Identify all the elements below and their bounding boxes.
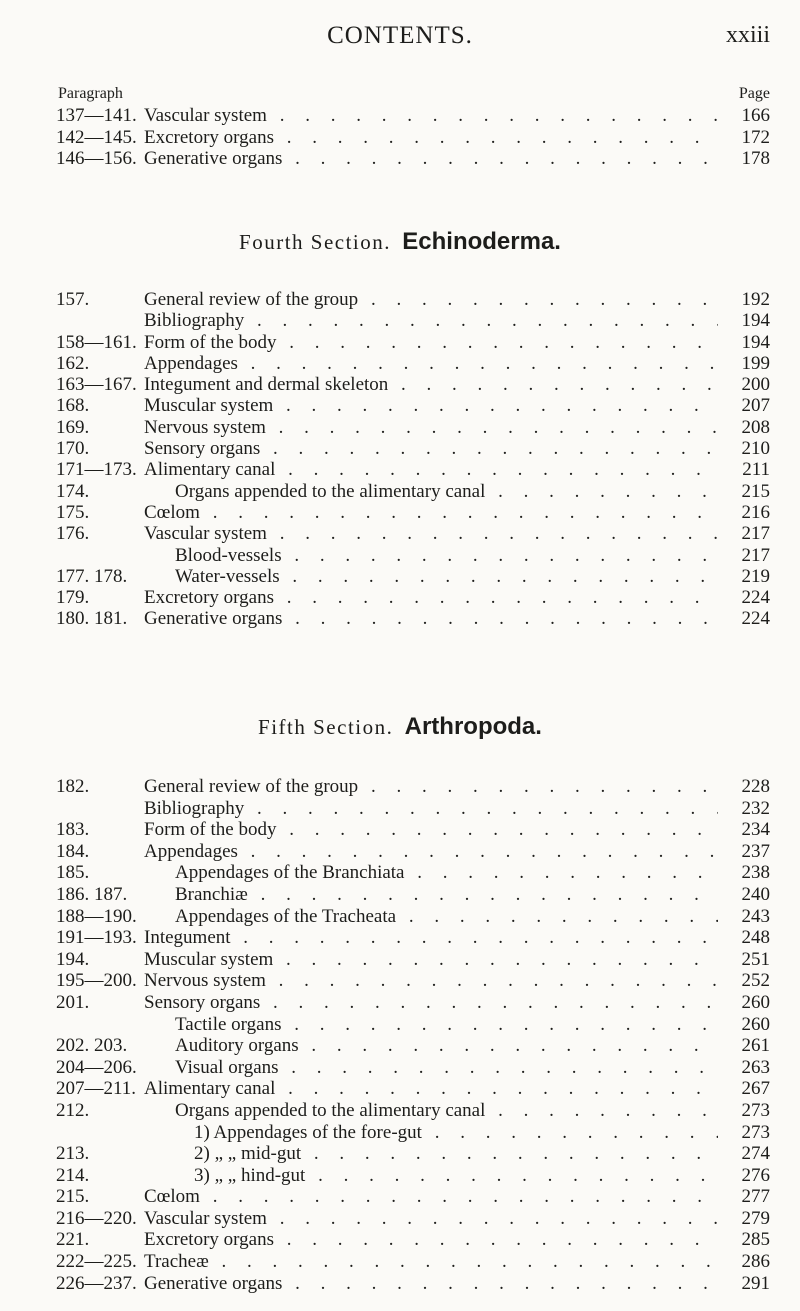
entry-title: 3) „ „ hind-gut . . . <box>194 1165 718 1187</box>
entry-title: Sensory organs . . . <box>144 992 718 1014</box>
toc-entry <box>0 1273 800 1295</box>
entry-title: General review of the group . . . <box>144 289 718 310</box>
toc-entry <box>0 289 800 310</box>
entry-title: Auditory organs . . . <box>175 1035 718 1057</box>
toc-entry <box>0 438 800 459</box>
entry-title: Excretory organs . . . <box>144 127 718 149</box>
section-label: Fourth Section. <box>239 230 392 254</box>
paragraph-number: 182. <box>56 776 90 797</box>
entry-page: 273 <box>741 1099 770 1121</box>
entry-page: 217 <box>741 544 770 566</box>
entry-page: 277 <box>741 1186 770 1208</box>
toc-entry <box>0 819 800 841</box>
entry-page: 194 <box>741 310 770 332</box>
paragraph-number: 188—190. <box>56 905 137 927</box>
toc-entry <box>0 1143 800 1165</box>
entry-title: Integument . . . <box>144 927 718 949</box>
page-title: CONTENTS. <box>327 22 473 49</box>
toc-entry <box>0 374 800 395</box>
paragraph-number: 142—145. <box>56 126 137 148</box>
toc-entry <box>0 1057 800 1079</box>
toc-entry <box>0 502 800 523</box>
toc-entry <box>0 1251 800 1273</box>
toc-top-entries <box>0 105 800 170</box>
entry-title: Water-vessels . . . <box>175 566 718 587</box>
entry-title: Appendages of the Branchiata . . . <box>175 862 718 884</box>
entry-title: Appendages of the Tracheata . . . <box>175 906 718 928</box>
paragraph-number: 163—167. <box>56 374 137 396</box>
section-heading-fifth <box>0 713 800 741</box>
toc-entry <box>0 1229 800 1251</box>
toc-entry <box>0 1078 800 1100</box>
paragraph-number: 176. <box>56 523 90 545</box>
toc-entry <box>0 105 800 127</box>
entry-title: Cœlom . . . <box>144 502 718 523</box>
entry-title: 2) „ „ mid-gut . . . <box>194 1143 718 1165</box>
entry-page: 216 <box>741 501 770 523</box>
toc-entry <box>0 310 800 331</box>
paragraph-number: 222—225. <box>56 1251 137 1273</box>
toc-entry <box>0 608 800 629</box>
entry-title: Alimentary canal . . . <box>144 459 718 480</box>
entry-title: Muscular system . . . <box>144 395 718 416</box>
entry-title: Form of the body . . . <box>144 332 718 353</box>
toc-entry <box>0 395 800 416</box>
toc-entry <box>0 459 800 480</box>
toc-entry <box>0 949 800 971</box>
entry-title: Vascular system . . . <box>144 105 718 127</box>
entry-title: Nervous system . . . <box>144 417 718 438</box>
page-number: xxiii <box>725 22 770 48</box>
section-heading-fourth <box>0 228 800 256</box>
entry-title: Generative organs . . . <box>144 608 718 629</box>
entry-title: Organs appended to the alimentary canal . . . <box>175 1100 718 1122</box>
paragraph-column-header: Paragraph <box>58 85 123 102</box>
entry-page: 286 <box>741 1251 770 1273</box>
entry-title: Nervous system . . . <box>144 970 718 992</box>
entry-page: 251 <box>741 948 770 970</box>
paragraph-number: 213. <box>56 1143 90 1165</box>
entry-page: 178 <box>741 148 770 169</box>
entry-page: 285 <box>741 1229 770 1251</box>
entry-page: 217 <box>741 523 770 545</box>
entry-page: 240 <box>741 883 770 905</box>
entry-title: 1) Appendages of the fore-gut . . . <box>194 1122 718 1144</box>
toc-entry <box>0 798 800 820</box>
paragraph-number: 226—237. <box>56 1272 137 1294</box>
entry-title: Sensory organs . . . <box>144 438 718 459</box>
entry-title: Appendages . . . <box>144 841 718 863</box>
entry-page: 273 <box>741 1121 770 1143</box>
entry-page: 224 <box>741 587 770 609</box>
entry-page: 219 <box>741 565 770 587</box>
entry-page: 234 <box>741 819 770 841</box>
page-column-header: Page <box>738 85 770 102</box>
paragraph-number: 183. <box>56 819 90 841</box>
toc-entry <box>0 1122 800 1144</box>
toc-entry <box>0 1100 800 1122</box>
paragraph-number: 170. <box>56 438 90 460</box>
entry-title: Vascular system . . . <box>144 523 718 544</box>
entry-page: 267 <box>741 1078 770 1100</box>
section-label: Fifth Section. <box>258 715 394 739</box>
entry-title: Visual organs . . . <box>175 1057 718 1079</box>
entry-page: 207 <box>741 395 770 417</box>
entry-page: 200 <box>741 374 770 396</box>
entry-title: Tactile organs . . . <box>175 1014 718 1036</box>
paragraph-number: 168. <box>56 395 90 417</box>
entry-page: 237 <box>741 840 770 862</box>
entry-page: 276 <box>741 1164 770 1186</box>
paragraph-number: 204—206. <box>56 1056 137 1078</box>
toc-entry <box>0 481 800 502</box>
section-name: Arthropoda. <box>404 713 542 740</box>
entry-page: 199 <box>741 352 770 374</box>
toc-entry <box>0 992 800 1014</box>
paragraph-number: 174. <box>56 480 90 502</box>
entry-page: 172 <box>741 126 770 148</box>
entry-page: 274 <box>741 1143 770 1165</box>
entry-title: Organs appended to the alimentary canal . . . <box>175 481 718 502</box>
entry-page: 224 <box>741 608 770 630</box>
paragraph-number: 146—156. <box>56 148 137 169</box>
entry-page: 263 <box>741 1056 770 1078</box>
paragraph-number: 171—173. <box>56 459 137 481</box>
toc-entry <box>0 970 800 992</box>
entry-title: Appendages . . . <box>144 353 718 374</box>
paragraph-number: 207—211. <box>56 1078 137 1100</box>
paragraph-number: 137—141. <box>56 105 137 126</box>
toc-echinoderma <box>0 289 800 630</box>
toc-entry <box>0 1208 800 1230</box>
toc-entry <box>0 523 800 544</box>
paragraph-number: 169. <box>56 416 90 438</box>
entry-page: 291 <box>741 1272 770 1294</box>
entry-title: Branchiæ . . . <box>175 884 718 906</box>
entry-title: Bibliography . . . <box>144 798 718 820</box>
paragraph-number: 215. <box>56 1186 90 1208</box>
paragraph-number: 212. <box>56 1099 90 1121</box>
entry-page: 215 <box>741 480 770 502</box>
paragraph-number: 185. <box>56 862 90 884</box>
paragraph-number: 175. <box>56 501 90 523</box>
toc-entry <box>0 1186 800 1208</box>
paragraph-number: 180. 181. <box>56 608 128 630</box>
entry-page: 260 <box>741 991 770 1013</box>
toc-entry <box>0 127 800 149</box>
toc-entry <box>0 332 800 353</box>
entry-page: 208 <box>741 416 770 438</box>
entry-page: 211 <box>742 459 770 481</box>
entry-title: Alimentary canal . . . <box>144 1078 718 1100</box>
toc-entry <box>0 587 800 608</box>
entry-title: Excretory organs . . . <box>144 587 718 608</box>
toc-arthropoda <box>0 776 800 1294</box>
toc-entry <box>0 566 800 587</box>
toc-entry <box>0 1165 800 1187</box>
toc-entry <box>0 148 800 170</box>
toc-entry <box>0 884 800 906</box>
toc-entry <box>0 927 800 949</box>
entry-page: 210 <box>741 438 770 460</box>
toc-entry <box>0 417 800 438</box>
paragraph-number: 158—161. <box>56 331 137 353</box>
paragraph-number: 216—220. <box>56 1207 137 1229</box>
entry-title: Blood-vessels . . . <box>175 545 718 566</box>
paragraph-number: 214. <box>56 1164 90 1186</box>
entry-title: Generative organs . . . <box>144 1273 718 1295</box>
paragraph-number: 179. <box>56 587 90 609</box>
paragraph-number: 195—200. <box>56 970 137 992</box>
toc-entry <box>0 841 800 863</box>
entry-page: 192 <box>741 289 770 310</box>
toc-entry <box>0 862 800 884</box>
entry-title: Excretory organs . . . <box>144 1229 718 1251</box>
entry-page: 248 <box>741 927 770 949</box>
entry-page: 194 <box>741 331 770 353</box>
entry-title: Form of the body . . . <box>144 819 718 841</box>
entry-title: Bibliography . . . <box>144 310 718 331</box>
paragraph-number: 186. 187. <box>56 883 128 905</box>
entry-page: 243 <box>741 905 770 927</box>
paragraph-number: 202. 203. <box>56 1035 128 1057</box>
entry-page: 252 <box>741 970 770 992</box>
entry-page: 238 <box>741 862 770 884</box>
paragraph-number: 194. <box>56 948 90 970</box>
paragraph-number: 221. <box>56 1229 90 1251</box>
entry-page: 228 <box>741 776 770 797</box>
toc-entry <box>0 776 800 798</box>
paragraph-number: 191—193. <box>56 927 137 949</box>
toc-entry <box>0 906 800 928</box>
paragraph-number: 201. <box>56 991 90 1013</box>
entry-title: Cœlom . . . <box>144 1186 718 1208</box>
entry-page: 232 <box>741 797 770 819</box>
paragraph-number: 157. <box>56 289 90 310</box>
toc-entry <box>0 545 800 566</box>
entry-title: Tracheæ . . . <box>144 1251 718 1273</box>
entry-page: 260 <box>741 1013 770 1035</box>
paragraph-number: 184. <box>56 840 90 862</box>
entry-title: Generative organs . . . <box>144 148 718 170</box>
entry-page: 166 <box>741 105 770 126</box>
page-header <box>0 22 800 58</box>
entry-title: Vascular system . . . <box>144 1208 718 1230</box>
entry-title: General review of the group . . . <box>144 776 718 798</box>
toc-entry <box>0 353 800 374</box>
entry-page: 279 <box>741 1207 770 1229</box>
toc-entry <box>0 1035 800 1057</box>
entry-title: Integument and dermal skeleton . . . <box>144 374 718 395</box>
toc-entry <box>0 1014 800 1036</box>
section-name: Echinoderma. <box>402 228 561 255</box>
paragraph-number: 162. <box>56 352 90 374</box>
entry-page: 261 <box>741 1035 770 1057</box>
entry-title: Muscular system . . . <box>144 949 718 971</box>
paragraph-number: 177. 178. <box>56 565 128 587</box>
